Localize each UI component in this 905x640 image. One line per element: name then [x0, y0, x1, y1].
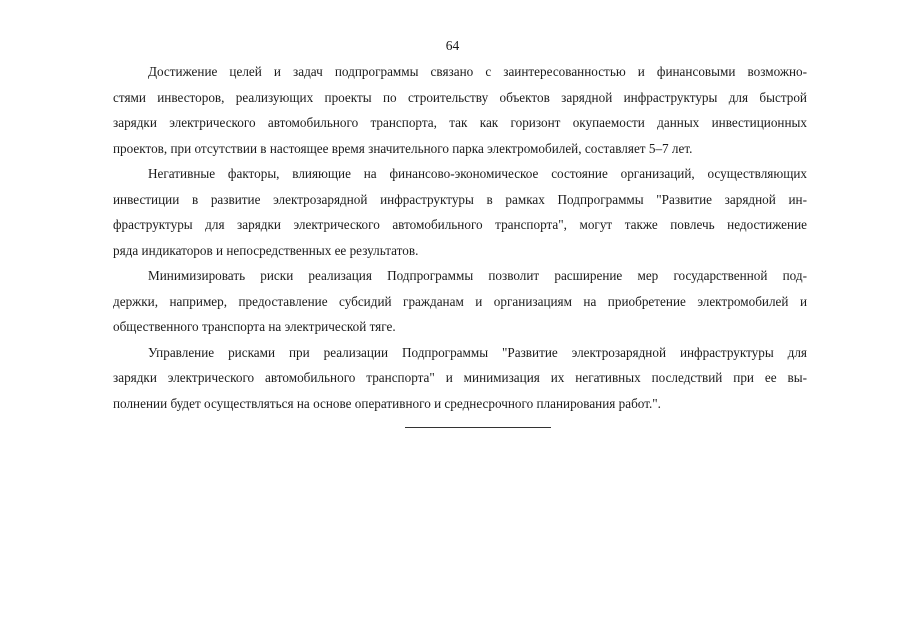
- end-separator-line: [405, 427, 551, 428]
- paragraph-risk-management: [113, 340, 807, 417]
- text-line: проектов, при отсутствии в настоящее время значительного парка электромобилей, составляет 5–7 лет.: [113, 140, 693, 156]
- paragraph-investor-interest: [113, 59, 807, 161]
- text-line: Негативные факторы, влияющие на финансово-экономическое состояние организаций, осуществляющих: [148, 166, 807, 181]
- text-line: зарядки электрического автомобильного транспорта" и минимизация их негативных последствий при ее вы-: [113, 370, 807, 385]
- text-line: стями инвесторов, реализующих проекты по строительству объектов зарядной инфраструктуры для быстрой: [113, 89, 807, 105]
- text-line: зарядки электрического автомобильного транспорта, так как горизонт окупаемости данных инвестиционных: [113, 115, 807, 130]
- text-line: держки, например, предоставление субсидий гражданам и организациям на приобретение электромобилей и: [113, 293, 807, 309]
- page-number: 64: [445, 38, 460, 53]
- text-line: Управление рисками при реализации Подпрограммы "Развитие электрозарядной инфраструктуры для: [148, 344, 807, 360]
- text-line: Минимизировать риски реализация Подпрограммы позволит расширение мер государственной под-: [148, 268, 807, 283]
- text-line: фраструктуры для зарядки электрического автомобильного транспорта", могут также повлечь недостижение: [113, 217, 807, 232]
- text-line: Достижение целей и задач подпрограммы связано с заинтересованностью и финансовыми возможно-: [148, 64, 807, 79]
- document-body: [113, 59, 807, 416]
- text-line: полнении будет осуществляться на основе оперативного и среднесрочного планирования работ.".: [113, 395, 661, 411]
- paragraph-risk-minimization: [113, 263, 807, 340]
- text-line: ряда индикаторов и непосредственных ее результатов.: [113, 242, 419, 258]
- text-line: инвестиции в развитие электрозарядной инфраструктуры в рамках Подпрограммы "Развитие зарядной ин-: [113, 191, 807, 207]
- text-line: общественного транспорта на электрической тяге.: [113, 319, 396, 334]
- paragraph-negative-factors: [113, 161, 807, 263]
